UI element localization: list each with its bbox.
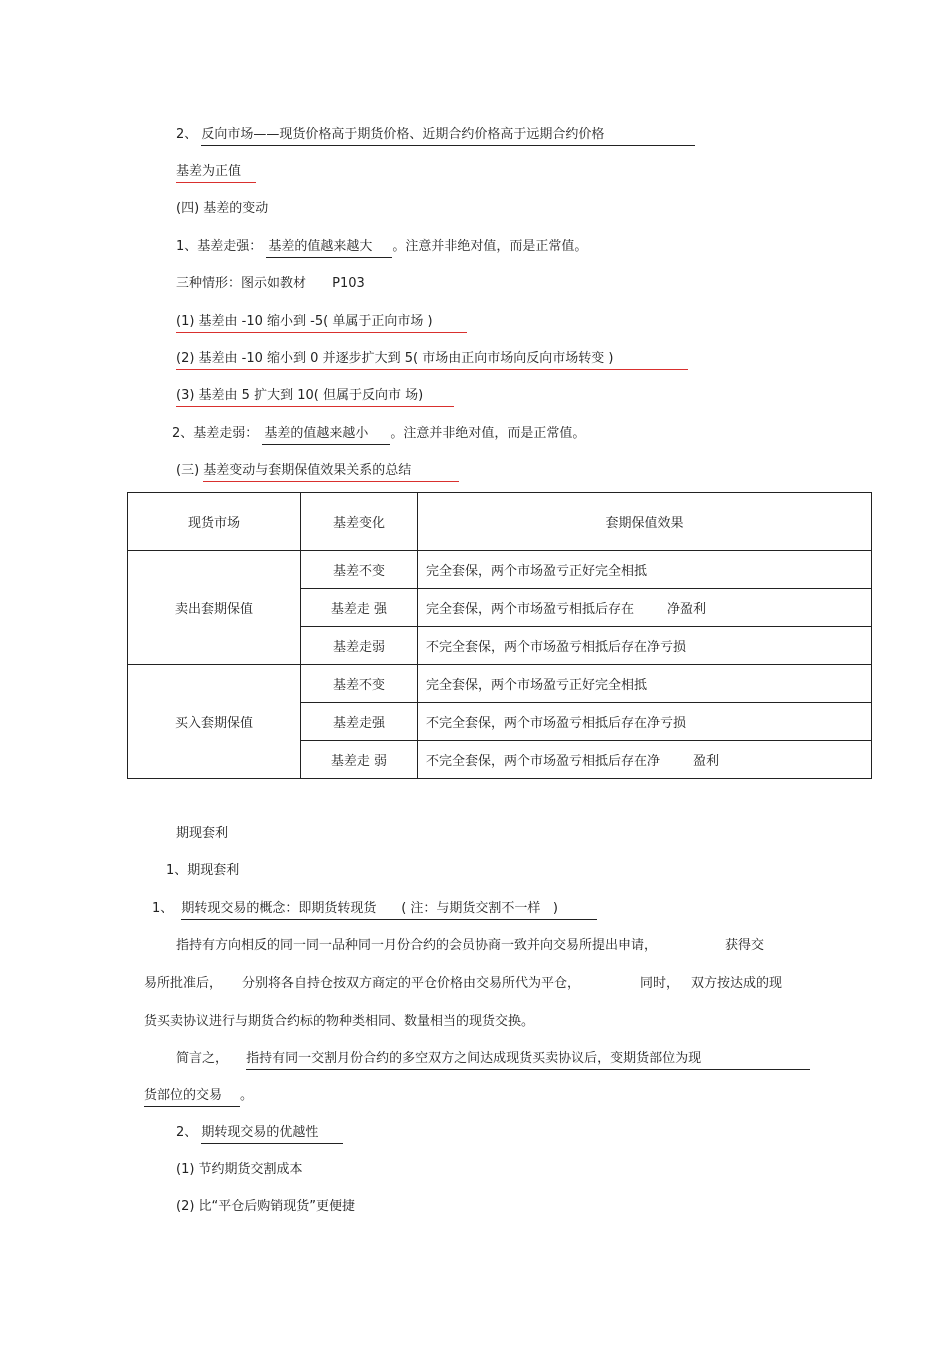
line-three-cases — [176, 275, 365, 293]
line-basis-positive — [176, 163, 256, 183]
basis-change-cell: 基差不变 — [301, 665, 418, 703]
summary-title: 基差变动与套期保值效果关系的总结 — [203, 462, 459, 482]
para-line-2 — [144, 975, 782, 993]
weaken-note: 。注意并非绝对值，而是正常值。 — [390, 426, 586, 441]
case-2-text: (2) 基差由 -10 缩小到 0 并逐步扩大到 5( 市场由正向市场向反向市场转变 ) — [176, 350, 688, 370]
header-spot-market: 现货市场 — [128, 493, 301, 551]
strengthen-note: 。注意并非绝对值，而是正常值。 — [392, 239, 588, 254]
para-text: 。 — [240, 1088, 254, 1103]
hedging-summary-table — [127, 492, 872, 779]
strengthen-label: 1、基差走强： — [176, 239, 263, 254]
hedge-effect-cell: 不完全套保，两个市场盈亏相抵后存在净亏损 — [418, 703, 872, 741]
efp-concept-text: 期转现交易的概念：即期货转现货 ( 注：与期货交割不一样 ) — [181, 900, 597, 920]
basis-change-cell: 基差走强 — [301, 703, 418, 741]
weaken-label: 2、基差走弱： — [172, 426, 259, 441]
group-sell-hedge: 卖出套期保值 — [128, 551, 301, 665]
group-buy-hedge: 买入套期保值 — [128, 665, 301, 779]
para-text: 易所批准后， — [144, 976, 223, 991]
basis-change-cell: 基差走 强 — [301, 589, 418, 627]
basis-change-cell: 基差走 弱 — [301, 741, 418, 779]
hedge-effect-cell: 完全套保，两个市场盈亏正好完全相抵 — [418, 551, 872, 589]
heading-arbitrage: 期现套利 — [176, 826, 229, 841]
case-1-text: (1) 基差由 -10 缩小到 -5( 单属于正向市场 ) — [176, 313, 467, 333]
basis-positive-text: 基差为正值 — [176, 163, 256, 183]
textbook-page: P103 — [332, 276, 365, 291]
case-3 — [176, 387, 454, 407]
heading-basis-change: (四) 基差的变动 — [176, 201, 269, 216]
item-number: 2、 — [176, 1125, 198, 1140]
header-hedge-effect: 套期保值效果 — [418, 493, 872, 551]
para-line-1 — [176, 937, 764, 955]
para-text: 分别将各自持仓按双方商定的平仓价格由交易所代为平仓， — [242, 976, 581, 991]
advantage-1: (1) 节约期货交割成本 — [176, 1162, 303, 1177]
hedge-effect-cell: 不完全套保，两个市场盈亏相抵后存在净 盈利 — [418, 741, 872, 779]
hedge-effect-cell: 完全套保，两个市场盈亏正好完全相抵 — [418, 665, 872, 703]
case-2 — [176, 350, 688, 370]
table-header-row — [128, 493, 872, 551]
item-number: 2、 — [176, 127, 198, 142]
strengthen-blank: 基差的值越来越大 — [266, 238, 392, 258]
advantages-title: 期转现交易的优越性 — [201, 1124, 343, 1144]
line-basis-weaken — [172, 425, 585, 445]
para-text: 简言之， — [176, 1051, 229, 1066]
para-line-3: 货买卖协议进行与期货合约标的物种类相同、数量相当的现货交换。 — [144, 1014, 535, 1029]
para-text: 获得交 — [725, 938, 765, 953]
para-summary-cont — [144, 1087, 253, 1107]
para-text: 同时， — [640, 976, 680, 991]
line-reverse-market — [176, 126, 695, 146]
weaken-blank: 基差的值越来越小 — [262, 425, 390, 445]
table-row — [128, 551, 872, 589]
summary-underlined: 货部位的交易 — [144, 1087, 240, 1107]
case-1 — [176, 313, 467, 333]
summary-underlined: 指持有同一交割月份合约的多空双方之间达成现货买卖协议后，变期货部位为现 — [246, 1050, 810, 1070]
line-efp-concept — [152, 900, 597, 920]
reverse-market-text: 反向市场——现货价格高于期货价格、近期合约价格高于远期合约价格 — [201, 126, 695, 146]
heading-summary — [176, 462, 459, 482]
case-3-text: (3) 基差由 5 扩大到 10( 但属于反向市 场) — [176, 387, 454, 407]
hedge-effect-cell: 不完全套保，两个市场盈亏相抵后存在净亏损 — [418, 627, 872, 665]
para-text: 双方按达成的现 — [691, 976, 783, 991]
basis-change-cell: 基差不变 — [301, 551, 418, 589]
basis-change-cell: 基差走弱 — [301, 627, 418, 665]
hedge-effect-cell: 完全套保，两个市场盈亏相抵后存在 净盈利 — [418, 589, 872, 627]
heading-efp-advantages — [176, 1124, 343, 1144]
header-basis-change: 基差变化 — [301, 493, 418, 551]
advantage-2: (2) 比“平仓后购销现货”更便捷 — [176, 1199, 356, 1214]
summary-prefix: (三) — [176, 463, 204, 478]
para-text: 指持有方向相反的同一同一品种同一月份合约的会员协商一致并向交易所提出申请， — [176, 938, 658, 953]
para-summary — [176, 1050, 810, 1070]
table-row — [128, 665, 872, 703]
line-basis-strengthen — [176, 238, 587, 258]
item-number: 1、 — [152, 901, 174, 916]
three-cases-text: 三种情形：图示如教材 — [176, 276, 307, 291]
heading-arbitrage-1: 1、期现套利 — [166, 863, 240, 878]
